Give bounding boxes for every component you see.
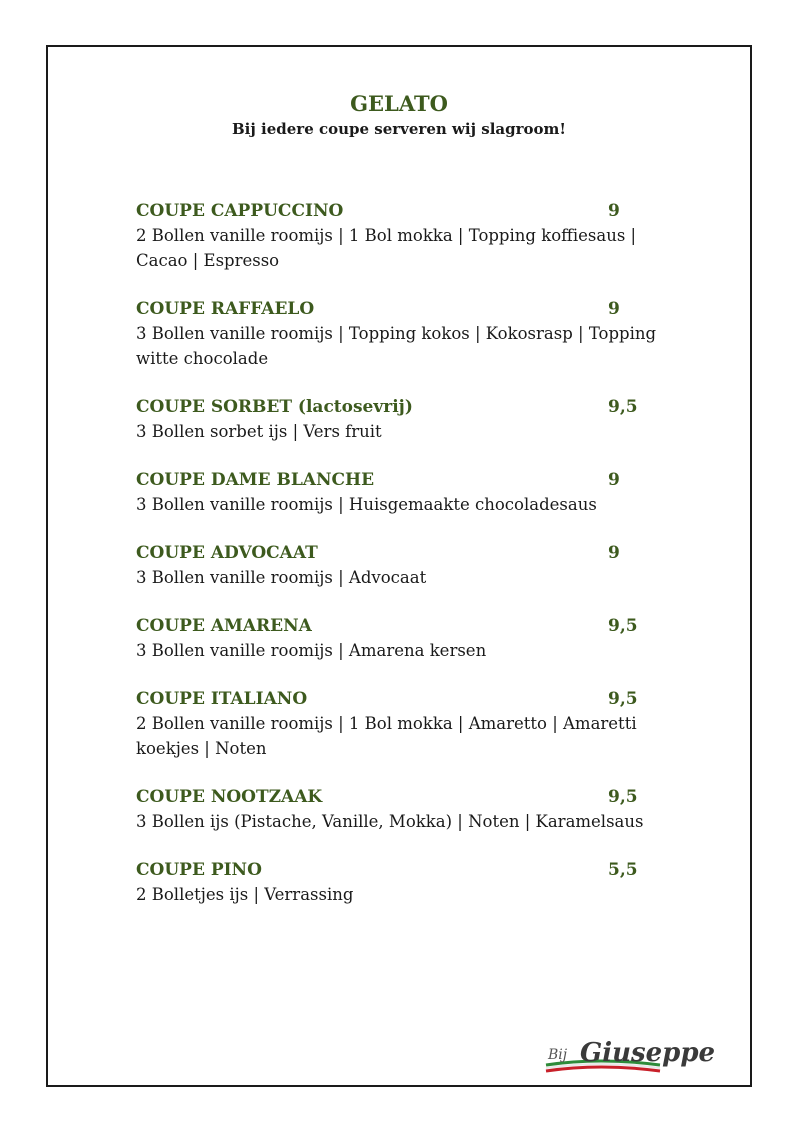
menu-item-name: COUPE ITALIANO	[136, 689, 308, 709]
menu-item-description: 2 Bollen vanille roomijs | 1 Bol mokka | Amaretto | Amaretti koekjes | Noten	[136, 714, 637, 758]
menu-item-head	[136, 614, 676, 638]
menu-item-description: 3 Bollen vanille roomijs | Huisgemaakte chocoladesaus	[136, 495, 597, 514]
menu-item-description: 3 Bollen vanille roomijs | Amarena kersen	[136, 641, 487, 660]
menu-item-name: COUPE SORBET (lactosevrij)	[136, 397, 413, 417]
menu-item-description: 3 Bollen ijs (Pistache, Vanille, Mokka) | Noten | Karamelsaus	[136, 812, 644, 831]
menu-item-head	[136, 785, 676, 809]
menu-item-price: 9,5	[608, 397, 638, 417]
menu-item-name: COUPE DAME BLANCHE	[136, 470, 375, 490]
logo-graphic	[540, 1035, 740, 1075]
menu-item-head	[136, 199, 676, 223]
menu-item-head	[136, 468, 676, 492]
menu-item-name: COUPE PINO	[136, 860, 262, 880]
bij-giuseppe-logo	[540, 1035, 740, 1075]
menu-item	[136, 541, 676, 590]
menu-item	[136, 858, 676, 907]
menu-item-price: 9	[608, 201, 620, 221]
menu-subtitle: Bij iedere coupe serveren wij slagroom!	[232, 120, 566, 138]
menu-list	[136, 199, 676, 931]
menu-item-head	[136, 858, 676, 882]
menu-item	[136, 468, 676, 517]
menu-item-price: 5,5	[608, 860, 638, 880]
menu-item-price: 9,5	[608, 787, 638, 807]
menu-item-description: 3 Bollen vanille roomijs | Topping kokos | Kokosrasp | Topping witte chocolade	[136, 324, 657, 368]
menu-item-head	[136, 297, 676, 321]
menu-item	[136, 687, 676, 761]
menu-title: GELATO	[350, 91, 448, 116]
menu-item-head	[136, 395, 676, 419]
menu-item-head	[136, 687, 676, 711]
menu-item-description: 3 Bollen vanille roomijs | Advocaat	[136, 568, 427, 587]
logo-text-main: Giuseppe	[580, 1038, 716, 1068]
menu-item	[136, 297, 676, 371]
menu-item-name: COUPE AMARENA	[136, 616, 312, 636]
menu-item-description: 2 Bollen vanille roomijs | 1 Bol mokka | Topping koffiesaus | Cacao | Espresso	[136, 226, 637, 270]
menu-item	[136, 785, 676, 834]
menu-item-name: COUPE ADVOCAAT	[136, 543, 318, 563]
menu-item	[136, 395, 676, 444]
menu-item	[136, 614, 676, 663]
menu-item-price: 9	[608, 299, 620, 319]
logo-text-prefix: Bij	[548, 1047, 568, 1063]
menu-item-name: COUPE NOOTZAAK	[136, 787, 323, 807]
menu-item-description: 3 Bollen sorbet ijs | Vers fruit	[136, 422, 382, 441]
menu-item-price: 9,5	[608, 689, 638, 709]
menu-item-price: 9,5	[608, 616, 638, 636]
menu-page-frame	[46, 45, 752, 1087]
menu-item-price: 9	[608, 470, 620, 490]
menu-item	[136, 199, 676, 273]
menu-item-name: COUPE CAPPUCCINO	[136, 201, 344, 221]
menu-item-name: COUPE RAFFAELO	[136, 299, 315, 319]
menu-item-price: 9	[608, 543, 620, 563]
menu-header	[48, 91, 750, 139]
menu-item-description: 2 Bolletjes ijs | Verrassing	[136, 885, 354, 904]
menu-item-head	[136, 541, 676, 565]
